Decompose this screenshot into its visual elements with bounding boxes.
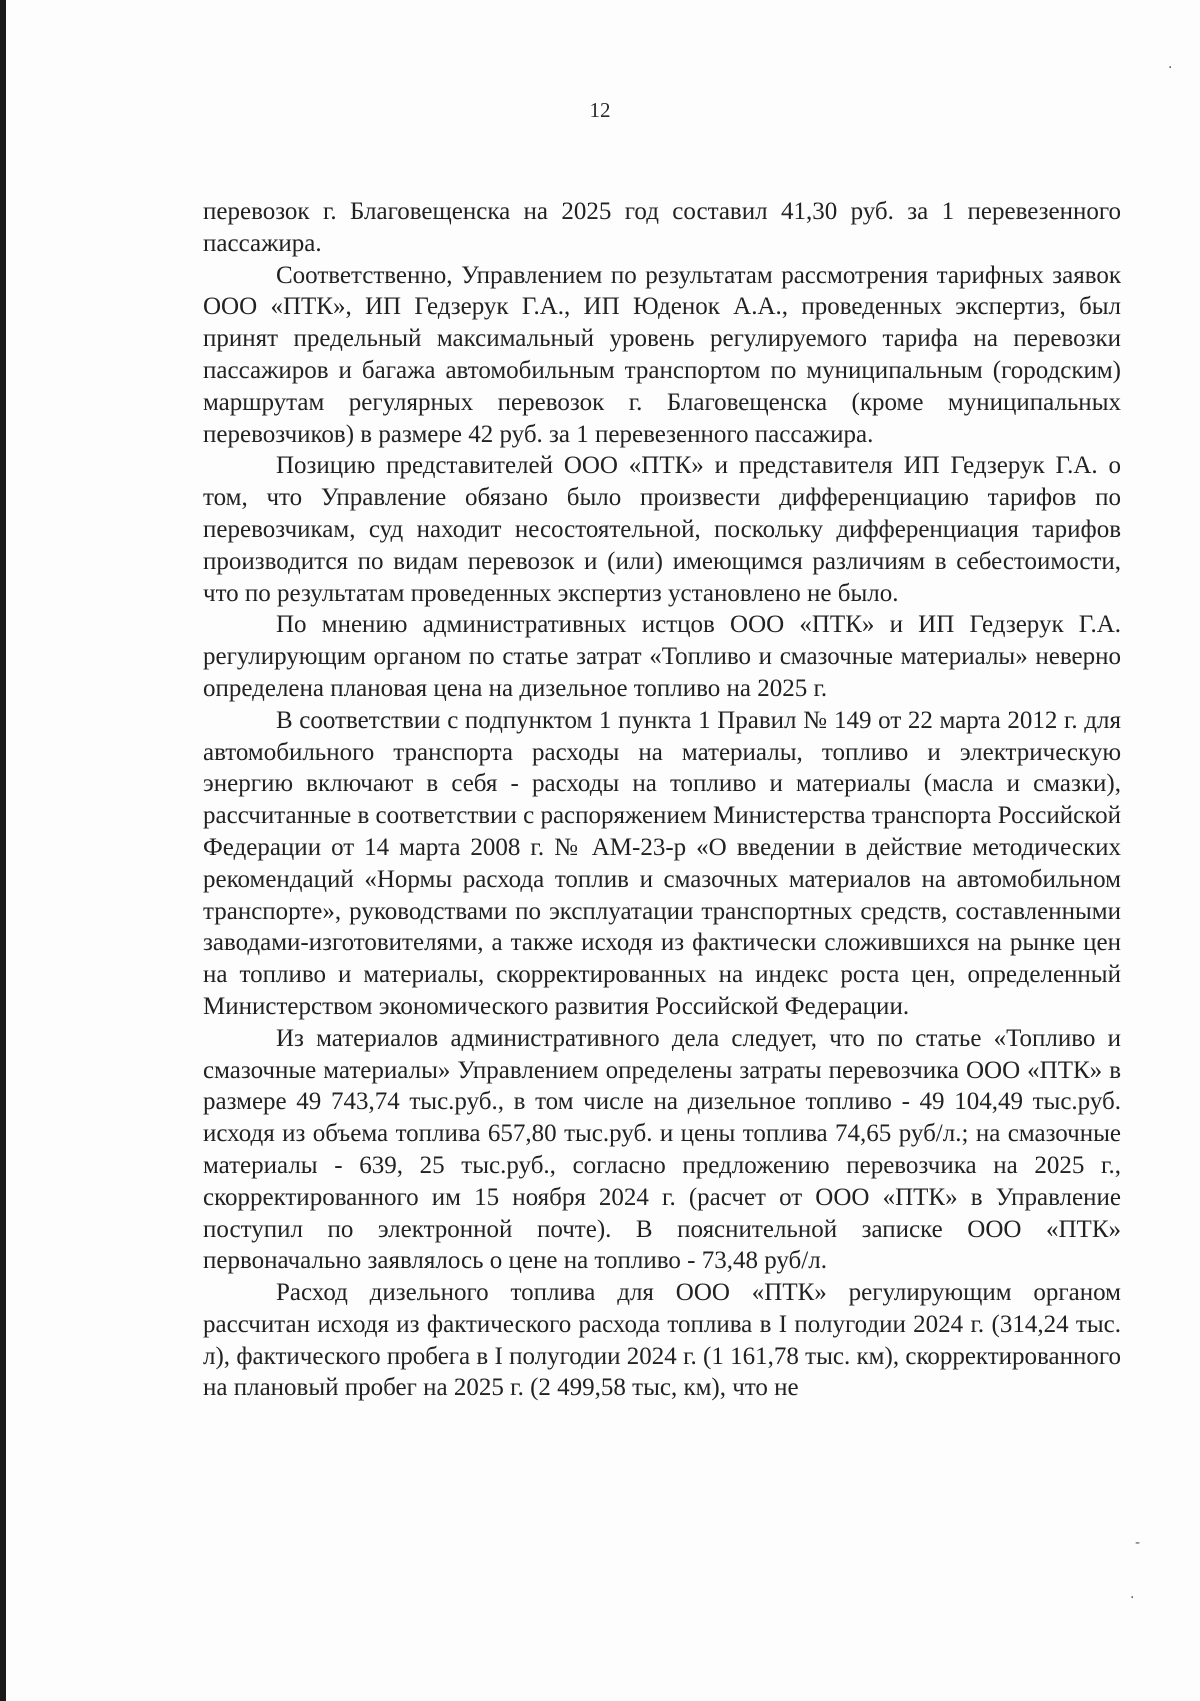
paragraph-6: Из материалов административного дела следует, что по статье «Топливо и смазочные материалы» Управлением определены затраты перевозчика ООО «ПТК» в размере 49 743,74 тыс.руб., в том числе на дизельное топливо - 49 104,49 тыс.руб. исходя из объема топлива 657,80 тыс.руб. и цены топлива 74,65 руб/л.; на смазочные материалы - 639, 25 тыс.руб., согласно предложению перевозчика на 2025 г., скорректированного им 15 ноября 2024 г. (расчет от ООО «ПТК» в Управление поступил по электронной почте). В пояснительной записке ООО «ПТК» первоначально заявлялось о цене на топливо - 73,48 руб/л. xyxy=(203,1024,1121,1275)
page-number: 12 xyxy=(589,98,611,122)
scan-speck-bottom: · xyxy=(1130,1590,1135,1606)
paragraph-7: Расход дизельного топлива для ООО «ПТК» регулирующим органом рассчитан исходя из фактического расхода топлива в I полугодии 2024 г. (314,24 тыс. л), фактического пробега в I полугодии 2024 г. (1 161,78 тыс. км), скорректированного на плановый пробег на 2025 г. (2 499,58 тыс, км), что не xyxy=(203,1279,1121,1402)
document-body xyxy=(203,196,1121,1404)
paragraph-3: Позицию представителей ООО «ПТК» и представителя ИП Гедзерук Г.А. о том, что Управление обязано было произвести дифференциацию тарифов по перевозчикам, суд находит несостоятельной, поскольку дифференциация тарифов производится по видам перевозок и (или) имеющимся различиям в себестоимости, что по результатам проведенных экспертиз установлено не было. xyxy=(203,452,1121,607)
scan-left-edge xyxy=(0,0,6,1701)
scan-speck-right: - xyxy=(1135,1535,1141,1551)
paragraph-2: Соответственно, Управлением по результатам рассмотрения тарифных заявок ООО «ПТК», ИП Гедзерук Г.А., ИП Юденок А.А., проведенных экспертиз, был принят предельный максимальный уровень регулируемого тарифа на перевозки пассажиров и багажа автомобильным транспортом по муниципальным (городским) маршрутам регулярных перевозок г. Благовещенска (кроме муниципальных перевозчиков) в размере 42 руб. за 1 перевезенного пассажира. xyxy=(203,261,1121,448)
paragraph-4: По мнению административных истцов ООО «ПТК» и ИП Гедзерук Г.А. регулирующим органом по статье затрат «Топливо и смазочные материалы» неверно определена плановая цена на дизельное топливо на 2025 г. xyxy=(203,611,1121,702)
scan-speck-top: · xyxy=(1168,60,1173,76)
paragraph-1: перевозок г. Благовещенска на 2025 год составил 41,30 руб. за 1 перевезенного пассажира. xyxy=(203,198,1121,257)
paragraph-5: В соответствии с подпунктом 1 пункта 1 Правил № 149 от 22 марта 2012 г. для автомобильного транспорта расходы на материалы, топливо и электрическую энергию включают в себя - расходы на топливо и материалы (масла и смазки), рассчитанные в соответствии с распоряжением Министерства транспорта Российской Федерации от 14 марта 2008 г. № АМ-23-р «О введении в действие методических рекомендаций «Нормы расхода топлив и смазочных материалов на автомобильном транспорте», руководствами по эксплуатации транспортных средств, составленными заводами-изготовителями, а также исходя из фактически сложившихся на рынке цен на топливо и материалы, скорректированных на индекс роста цен, определенный Министерством экономического развития Российской Федерации. xyxy=(203,706,1121,1020)
